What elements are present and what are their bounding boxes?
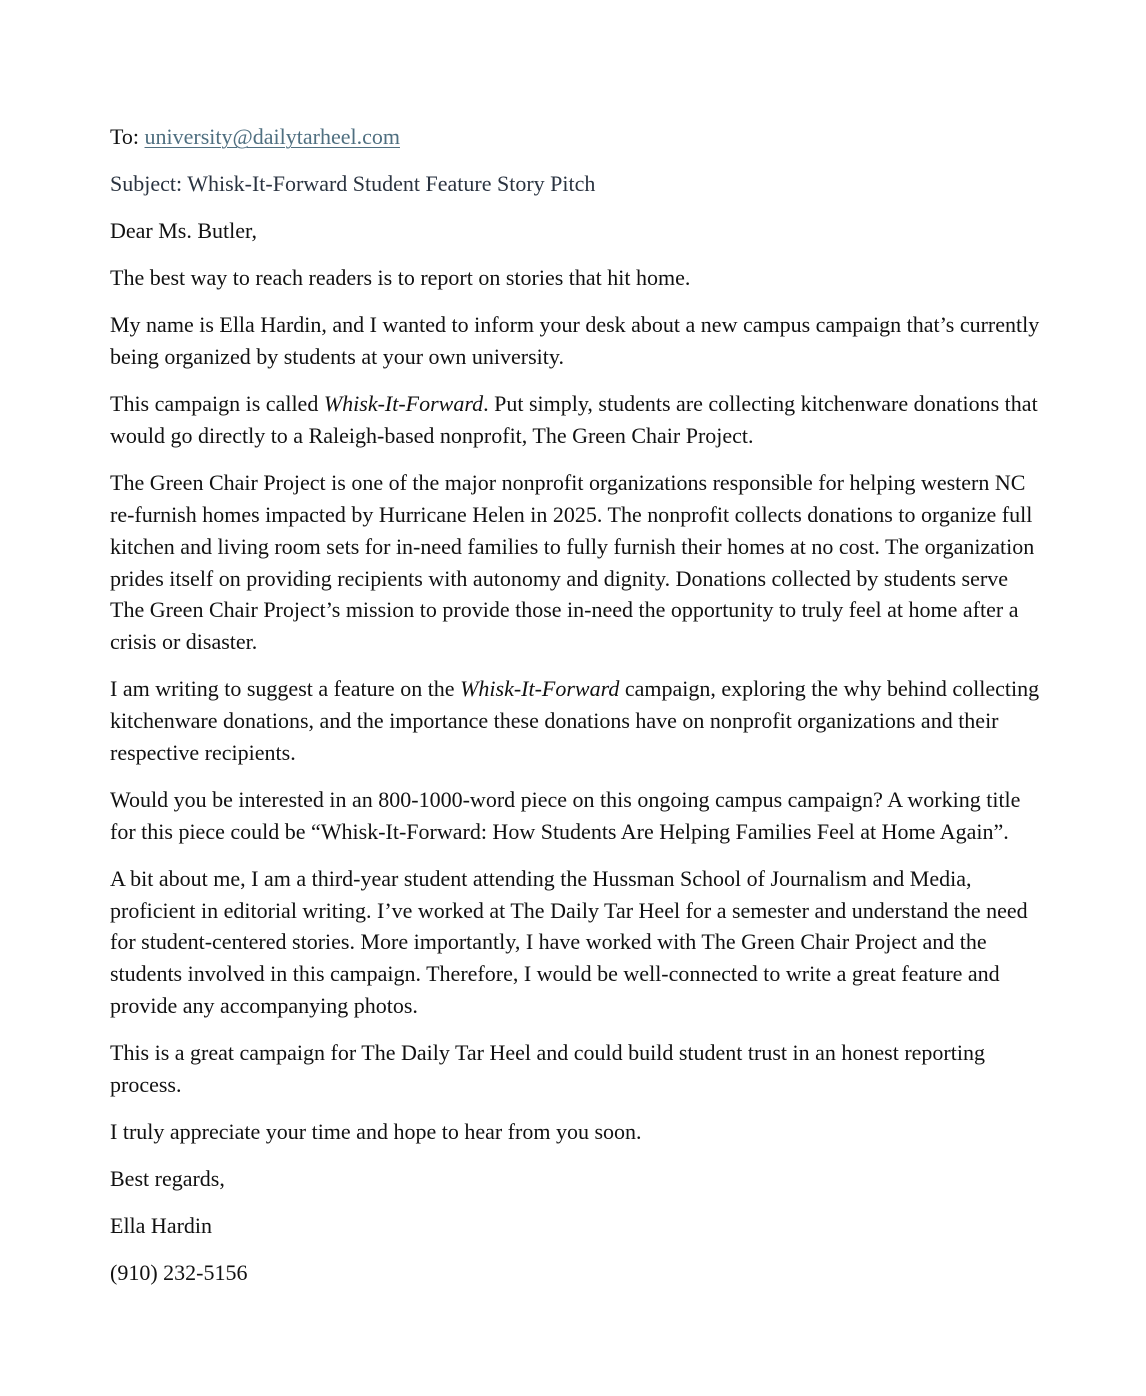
greeting: Dear Ms. Butler, [110, 218, 257, 244]
paragraph-proposal: Would you be interested in an 800-1000-word piece on this ongoing campus campaign? A working title for this piece could be “Whisk-It-Forward: How Students Are Helping Families Feel at Home Again”. [110, 786, 1021, 844]
paragraph-suggestion [110, 673, 1046, 768]
paragraph-hook: The best way to reach readers is to report on stories that hit home. [110, 265, 691, 291]
to-label: To: [110, 124, 140, 149]
to-line [110, 121, 1046, 153]
paragraph-suggestion-text-start: I am writing to suggest a feature on the [110, 676, 461, 702]
phone-number: (910) 232-5156 [110, 1260, 248, 1286]
subject-text: Whisk-It-Forward Student Feature Story Pitch [187, 171, 596, 197]
paragraph-suggestion-text-end: campaign, exploring the why behind collecting kitchenware donations, and the importance these donations have on nonprofit organizations and their respective recipients. [110, 676, 1040, 765]
paragraph-campaign-text-start: This campaign is called [110, 391, 324, 417]
campaign-name-emphasis: Whisk-It-Forward [323, 391, 484, 417]
signature-name: Ella Hardin [110, 1213, 213, 1239]
paragraph-campaign-text-end: . Put simply, students are collecting kitchenware donations that would go directly to a Raleigh-based nonprofit, The Green Chair Project. [110, 391, 1038, 449]
paragraph-value: This is a great campaign for The Daily Tar Heel and could build student trust in an honest reporting process. [110, 1040, 985, 1097]
paragraph-campaign [110, 388, 1046, 452]
campaign-name-emphasis: Whisk-It-Forward [460, 676, 620, 702]
paragraph-introduction: My name is Ella Hardin, and I wanted to inform your desk about a new campus campaign that’s currently being organized by students at your own university. [110, 312, 1040, 370]
paragraph-about-me: A bit about me, I am a third-year student attending the Hussman School of Journalism and Media, proficient in editorial writing. I’ve worked at The Daily Tar Heel for a semester and understand the need for student-centered stories. More importantly, I have worked with The Green Chair Project and the students involved in this campaign. Therefore, I would be well-connected to write a great feature and provide any accompanying photos. [110, 865, 1028, 1018]
subject-line [110, 168, 1046, 200]
paragraph-nonprofit: The Green Chair Project is one of the major nonprofit organizations responsible for helping western NC re-furnish homes impacted by Hurricane Helen in 2025. The nonprofit collects donations to organize full kitchen and living room sets for in-need families to fully furnish their homes at no cost. The organization prides itself on providing recipients with autonomy and dignity. Donations collected by students serve The Green Chair Project’s mission to provide those in-need the opportunity to truly feel at home after a crisis or disaster. [110, 470, 1035, 655]
recipient-email-link[interactable]: university@dailytarheel.com [144, 124, 400, 149]
signoff: Best regards, [110, 1166, 225, 1192]
paragraph-thanks: I truly appreciate your time and hope to hear from you soon. [110, 1118, 642, 1144]
subject-label: Subject: [110, 171, 183, 197]
